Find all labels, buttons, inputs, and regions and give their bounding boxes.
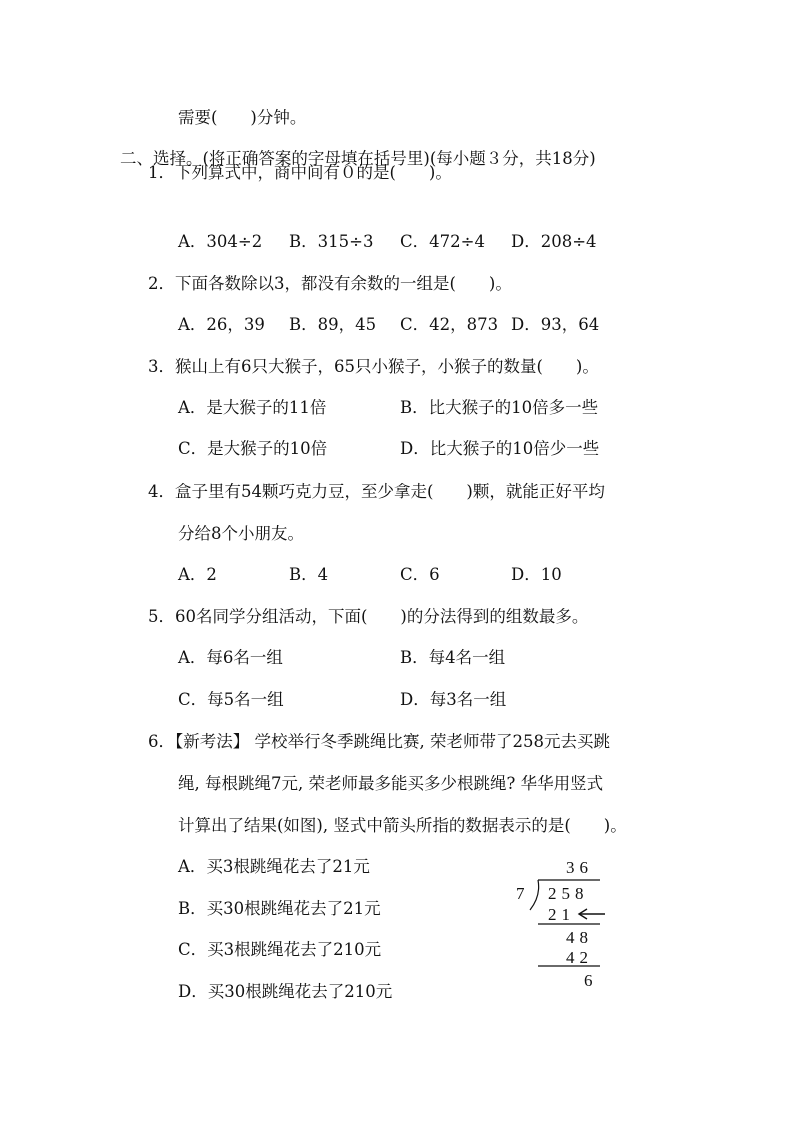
q2-option-d: D．93，64 <box>511 315 600 334</box>
q6-option-c: C．买3根跳绳花去了210元 <box>178 940 382 959</box>
partial-product-2: 42 <box>566 948 593 967</box>
remainder: 6 <box>584 971 598 990</box>
long-division-figure <box>508 858 608 993</box>
q5-option-d: D．每3名一组 <box>400 690 507 709</box>
q3-option-a: A．是大猴子的11倍 <box>178 398 327 417</box>
q5-option-a: A．每6名一组 <box>178 648 283 667</box>
q4-option-a: A．2 <box>178 565 217 584</box>
q1-option-a: A．304÷2 <box>178 232 263 251</box>
question-1-stem: 1．下列算式中，商中间有０的是( )。 <box>148 163 452 182</box>
section-title: 二、选择。(将正确答案的字母填在括号里)(每小题３分，共18分) <box>120 149 596 168</box>
question-4-stem-line-1: 4．盒子里有54颗巧克力豆，至少拿走( )颗，就能正好平均 <box>148 482 605 501</box>
q4-option-b: B．4 <box>289 565 329 584</box>
q2-option-a: A．26，39 <box>178 315 265 334</box>
quotient: 36 <box>566 858 593 877</box>
question-3-stem: 3．猴山上有6只大猴子，65只小猴子，小猴子的数量( )。 <box>148 357 599 376</box>
q6-option-b: B．买30根跳绳花去了21元 <box>178 899 381 918</box>
q5-option-b: B．每4名一组 <box>400 648 506 667</box>
arrow-left-icon <box>579 909 605 919</box>
q6-option-d: D．买30根跳绳花去了210元 <box>178 982 393 1001</box>
q3-option-b: B．比大猴子的10倍多一些 <box>400 398 599 417</box>
question-4-stem-line-2: 分给8个小朋友。 <box>178 524 304 543</box>
q1-option-b: B．315÷3 <box>289 232 374 251</box>
question-6-stem-line-3: 计算出了结果(如图), 竖式中箭头所指的数据表示的是( )。 <box>178 816 627 835</box>
q2-option-b: B．89，45 <box>289 315 377 334</box>
q1-option-d: D．208÷4 <box>511 232 597 251</box>
partial-product-1: 21 <box>548 905 575 924</box>
question-2-stem: 2．下面各数除以3，都没有余数的一组是( )。 <box>148 274 512 293</box>
partial-remainder: 48 <box>566 928 593 947</box>
q4-option-d: D．10 <box>511 565 562 584</box>
dividend: 258 <box>548 884 589 903</box>
divisor: 7 <box>516 884 530 903</box>
q3-option-c: C．是大猴子的10倍 <box>178 439 328 458</box>
q6-option-a: A．买3根跳绳花去了21元 <box>178 857 370 876</box>
question-5-stem: 5．60名同学分组活动，下面( )的分法得到的组数最多。 <box>148 607 589 626</box>
q2-option-c: C．42，873 <box>400 315 499 334</box>
question-6-stem-line-2: 绳, 每根跳绳7元, 荣老师最多能买多少根跳绳? 华华用竖式 <box>178 774 604 793</box>
question-6-stem-line-1: 6．【新考法】 学校举行冬季跳绳比赛, 荣老师带了258元去买跳 <box>148 732 610 751</box>
q5-option-c: C．每5名一组 <box>178 690 284 709</box>
q1-option-c: C．472÷4 <box>400 232 485 251</box>
q3-option-d: D．比大猴子的10倍少一些 <box>400 439 600 458</box>
intro-line: 需要( )分钟。 <box>178 108 307 127</box>
q4-option-c: C．6 <box>400 565 440 584</box>
